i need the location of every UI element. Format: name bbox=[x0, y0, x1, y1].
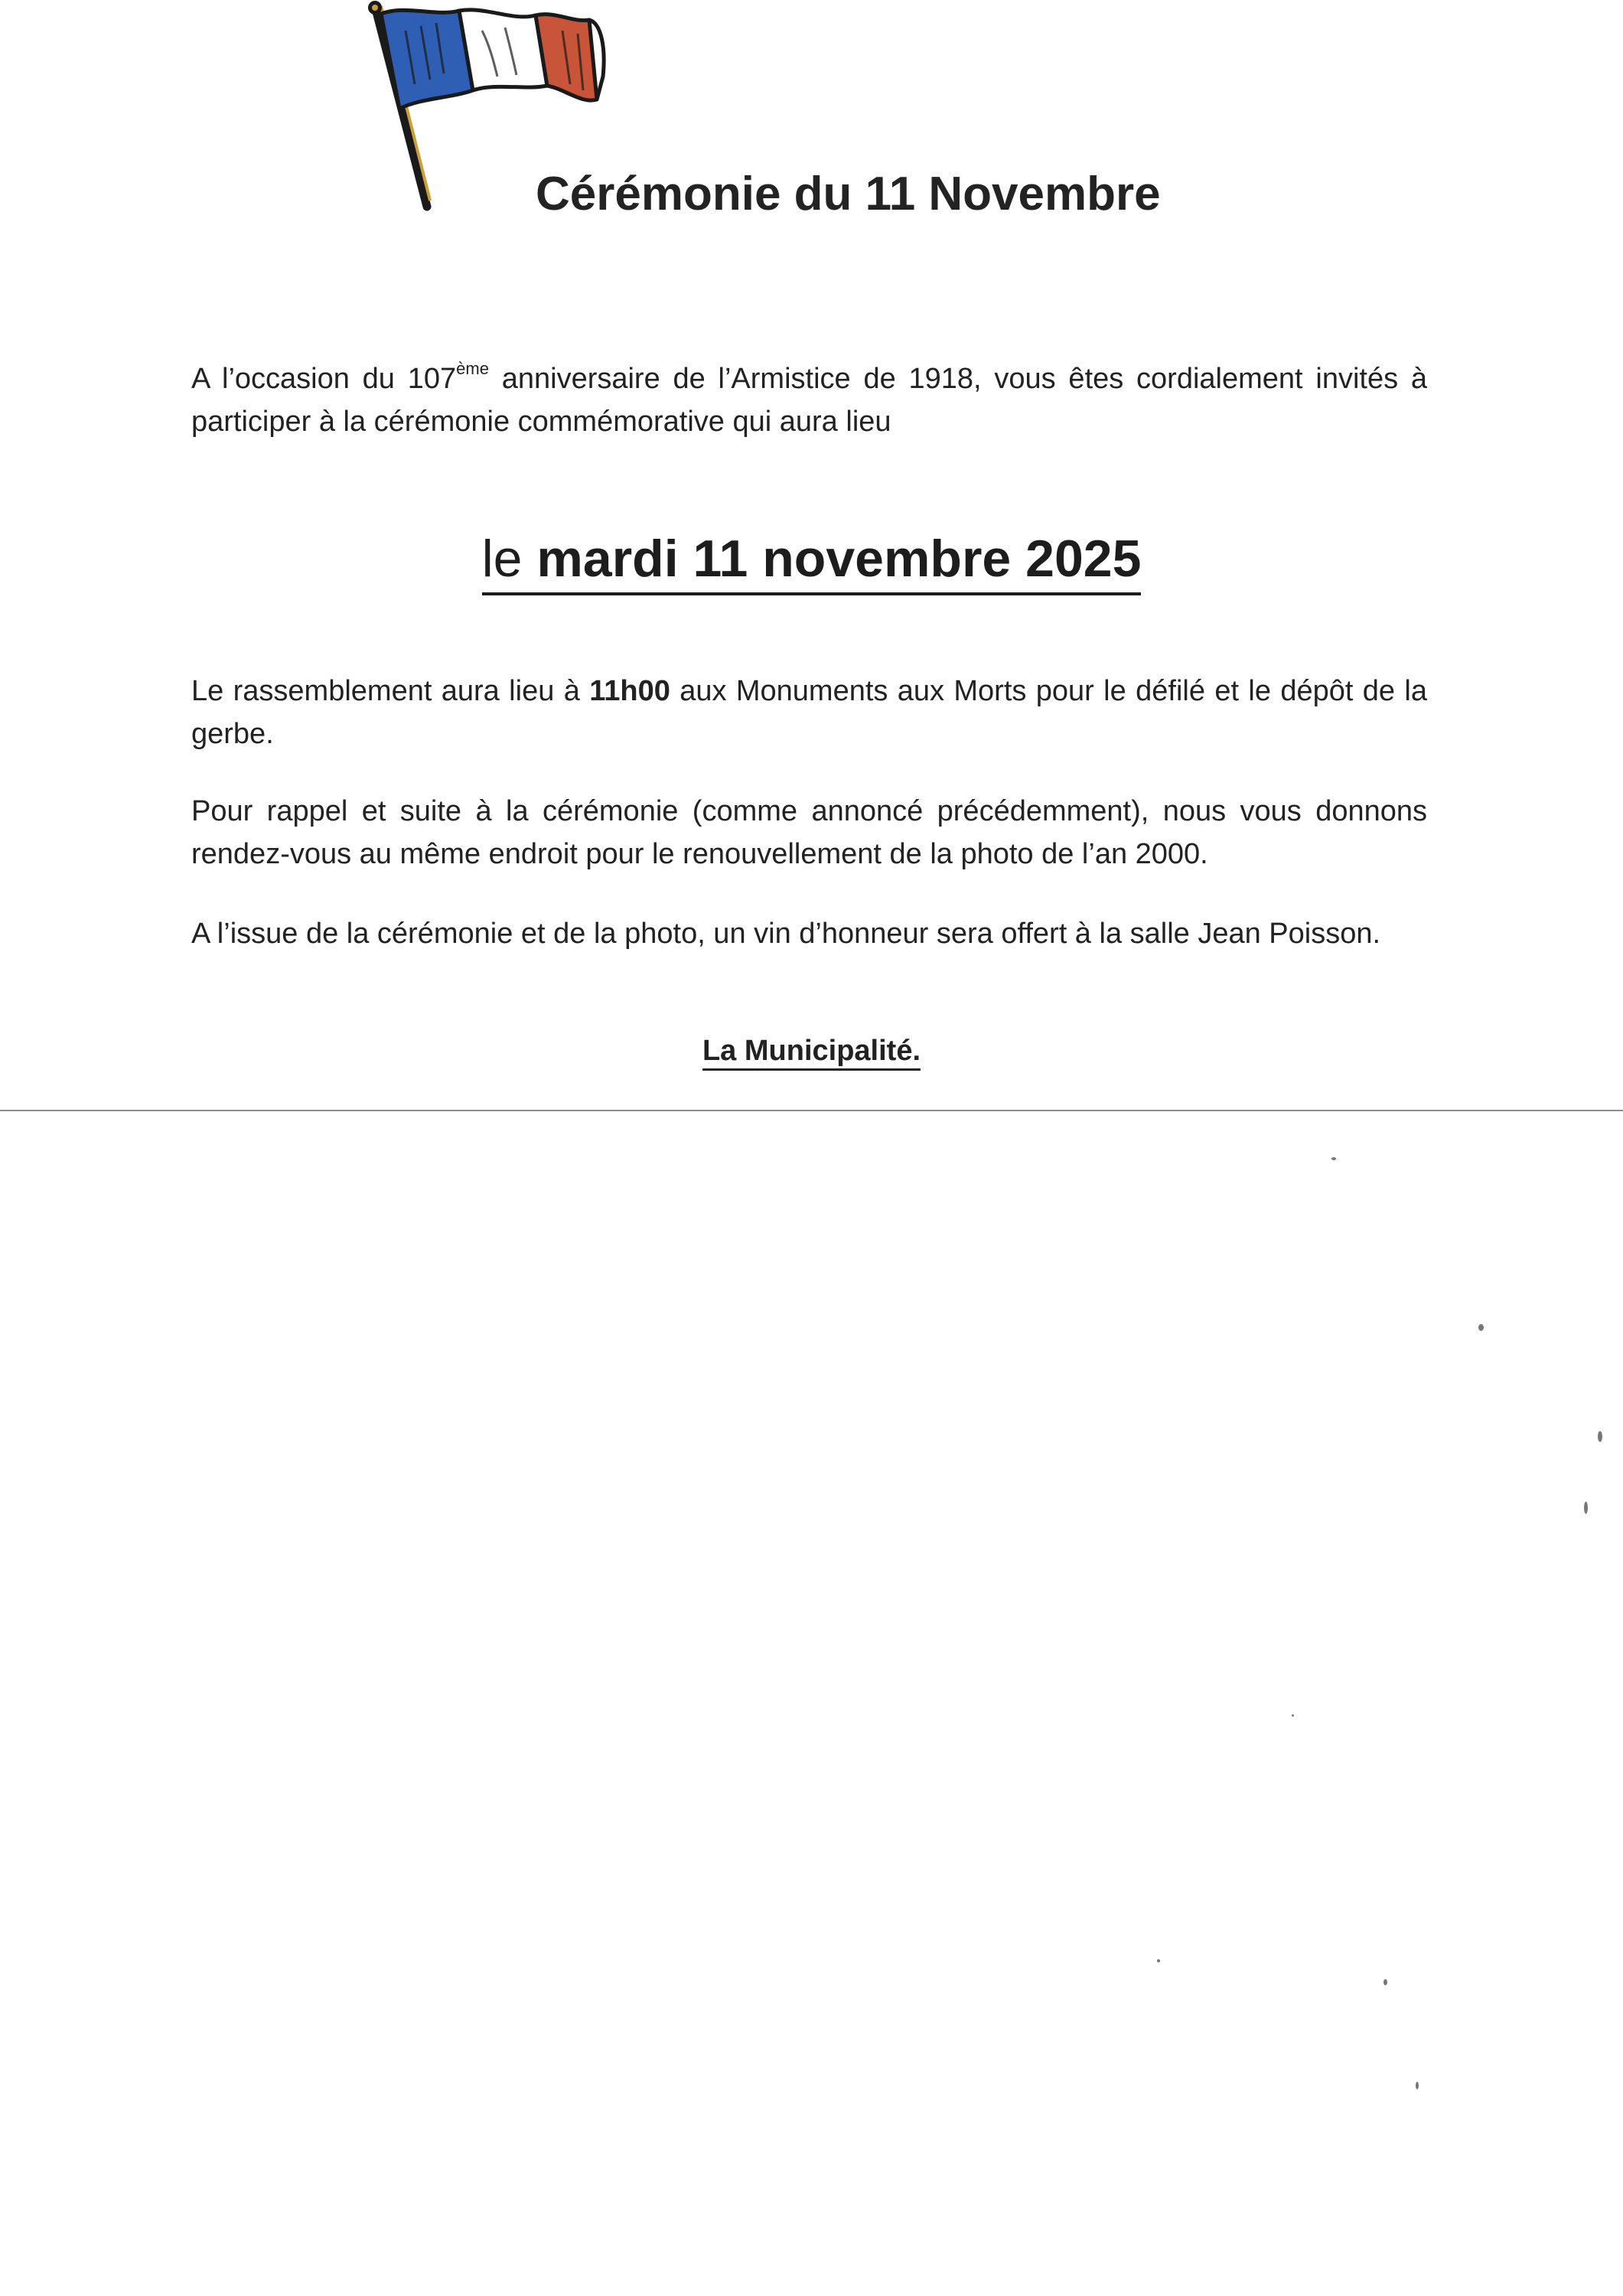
signature bbox=[0, 1035, 1623, 1068]
intro-paragraph bbox=[191, 357, 1427, 443]
ordinal-superscript: ème bbox=[456, 359, 489, 378]
gathering-text-start: Le rassemblement aura lieu à bbox=[191, 675, 590, 707]
ceremony-date bbox=[0, 528, 1623, 595]
reminder-paragraph: Pour rappel et suite à la cérémonie (comme annoncé précédemment), nous vous donnons rendez-vous au même endroit pour le renouvellement de la photo de l’an 2000. bbox=[191, 795, 1427, 870]
date-prefix: le bbox=[481, 530, 537, 588]
scan-speck bbox=[1331, 1157, 1336, 1160]
scan-speck bbox=[1478, 1324, 1484, 1331]
date-value: mardi 11 novembre 2025 bbox=[536, 530, 1142, 588]
intro-text-start: A l’occasion du 107 bbox=[191, 363, 457, 395]
gathering-paragraph bbox=[191, 670, 1427, 755]
gathering-text-end: aux Monuments aux Morts pour le défilé et le dépôt de la gerbe. bbox=[191, 675, 1427, 750]
signature-text: La Municipalité. bbox=[702, 1035, 921, 1071]
scan-speck bbox=[1584, 1502, 1588, 1514]
page-divider bbox=[0, 1110, 1623, 1111]
scan-speck bbox=[1416, 2082, 1419, 2089]
scan-speck bbox=[1157, 1959, 1160, 1962]
scan-speck bbox=[1292, 1714, 1294, 1717]
notice-title: Cérémonie du 11 Novembre bbox=[536, 168, 1161, 220]
scan-speck bbox=[1598, 1431, 1602, 1442]
intro-text-end: anniversaire de l’Armistice de 1918, vous êtes cordialement invités à participer à la cérémonie commémorative qui aura lieu bbox=[191, 363, 1428, 438]
reception-paragraph: A l’issue de la cérémonie et de la photo, un vin d’honneur sera offert à la salle Jean Poisson. bbox=[191, 918, 1381, 950]
scan-speck bbox=[1383, 1979, 1387, 1985]
gathering-time: 11h00 bbox=[589, 675, 670, 707]
